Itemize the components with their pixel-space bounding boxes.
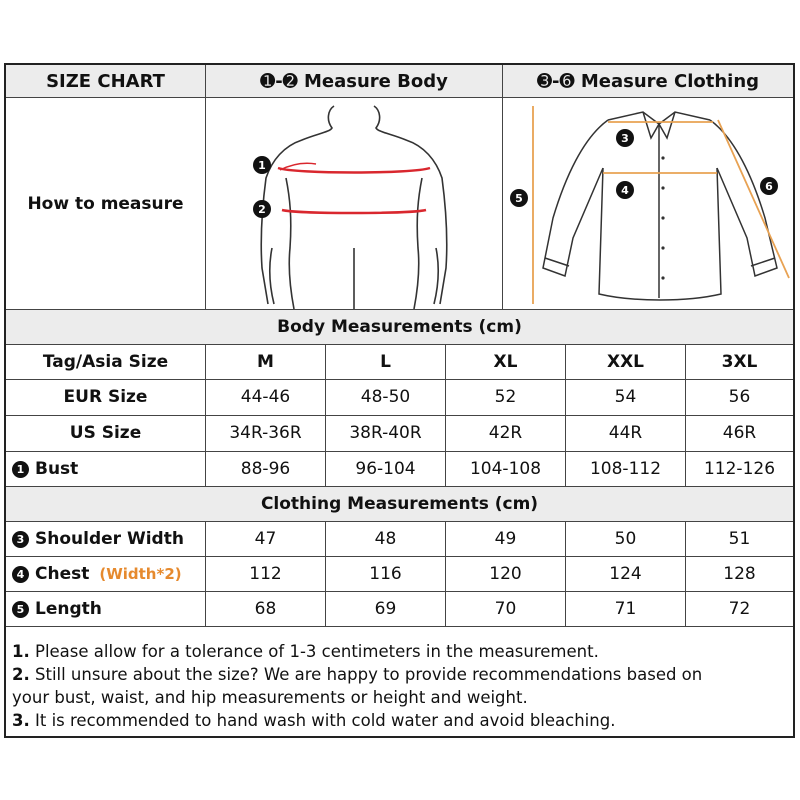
- row-eur-size-cell: 48-50: [360, 387, 411, 407]
- body-outline-icon: [206, 98, 502, 309]
- row-bust-cell: 112-126: [703, 459, 776, 479]
- row-chest-cell: 124: [609, 564, 642, 584]
- row-chest-cell: 116: [369, 564, 402, 584]
- note-2-cont: your bust, waist, and hip measurements or height and weight.: [12, 688, 528, 707]
- body-measurements-title: Body Measurements (cm): [6, 310, 793, 344]
- note-3: 3. It is recommended to hand wash with cold water and avoid bleaching.: [12, 711, 616, 730]
- number-marker-icon: 3: [12, 531, 29, 548]
- row-bust-cell: 108-112: [589, 459, 662, 479]
- row-bust-cell: 96-104: [355, 459, 416, 479]
- marker-5: 5: [515, 192, 523, 205]
- clothing-measurements-title: Clothing Measurements (cm): [6, 487, 793, 521]
- row-us-size-cell: 38R-40R: [349, 423, 422, 443]
- row-shoulder-label: [6, 522, 205, 556]
- row-eur-size-label: [6, 380, 205, 414]
- row-length-cell: 68: [254, 599, 277, 619]
- row-tag-size-label-text: Tag/Asia Size: [42, 352, 169, 372]
- row-bust-label: [6, 452, 205, 486]
- notes: [12, 640, 782, 732]
- row-shoulder-cell: 51: [728, 529, 751, 549]
- chest-note: (Width*2): [99, 565, 182, 583]
- marker-3: 3: [621, 132, 629, 145]
- measure-body-header: ➊-➋ Measure Body: [206, 65, 502, 97]
- row-eur-size-label-text: EUR Size: [63, 387, 148, 407]
- row-shoulder-cell: 50: [614, 529, 637, 549]
- note-2: 2. Still unsure about the size? We are happy to provide recommendations based on: [12, 665, 703, 684]
- marker-2: 2: [258, 203, 266, 216]
- row-bust-cell: 104-108: [469, 459, 542, 479]
- row-eur-size-cell: 52: [494, 387, 517, 407]
- row-tag-size-label: [6, 345, 205, 379]
- row-tag-size-cell: XL: [493, 352, 518, 372]
- marker-4: 4: [621, 184, 629, 197]
- row-tag-size-cell: M: [257, 352, 274, 372]
- row-length-cell: 69: [374, 599, 397, 619]
- row-bust-label-text: Bust: [35, 459, 79, 479]
- row-eur-size-cell: 44-46: [240, 387, 291, 407]
- row-us-size-label: [6, 416, 205, 450]
- shirt-outline-icon: [503, 98, 793, 309]
- row-eur-size-cell: 56: [728, 387, 751, 407]
- row-us-size-cell: 44R: [608, 423, 643, 443]
- row-us-size-cell: 42R: [488, 423, 523, 443]
- row-us-size-cell: 46R: [722, 423, 757, 443]
- size-chart-title: SIZE CHART: [6, 65, 205, 97]
- row-length-cell: 71: [614, 599, 637, 619]
- row-shoulder-cell: 48: [374, 529, 397, 549]
- row-tag-size-cell: L: [380, 352, 391, 372]
- row-length-cell: 72: [728, 599, 751, 619]
- row-length-label: [6, 592, 205, 626]
- note-1: 1. Please allow for a tolerance of 1-3 centimeters in the measurement.: [12, 642, 599, 661]
- row-shoulder-label-text: Shoulder Width: [35, 529, 184, 549]
- row-eur-size-cell: 54: [614, 387, 637, 407]
- row-tag-size-cell: XXL: [606, 352, 645, 372]
- number-marker-icon: 4: [12, 566, 29, 583]
- row-shoulder-cell: 49: [494, 529, 517, 549]
- row-bust-cell: 88-96: [240, 459, 291, 479]
- marker-6: 6: [765, 180, 773, 193]
- row-us-size-label-text: US Size: [69, 423, 142, 443]
- body-diagram: [206, 98, 502, 309]
- row-chest-cell: 128: [723, 564, 756, 584]
- row-tag-size-cell: 3XL: [721, 352, 758, 372]
- row-us-size-cell: 34R-36R: [229, 423, 302, 443]
- row-chest-cell: 112: [249, 564, 282, 584]
- number-marker-icon: 1: [12, 461, 29, 478]
- row-chest-cell: 120: [489, 564, 522, 584]
- measure-clothing-header: ➌-➏ Measure Clothing: [503, 65, 793, 97]
- row-shoulder-cell: 47: [254, 529, 277, 549]
- number-marker-icon: 5: [12, 601, 29, 618]
- marker-1: 1: [258, 159, 266, 172]
- row-length-label-text: Length: [35, 599, 102, 619]
- row-length-cell: 70: [494, 599, 517, 619]
- size-chart-table: [4, 63, 795, 738]
- row-chest-label: [6, 557, 205, 591]
- how-to-measure-label: How to measure: [27, 193, 184, 214]
- row-chest-label-text: Chest: [35, 564, 90, 584]
- shirt-diagram: [503, 98, 793, 309]
